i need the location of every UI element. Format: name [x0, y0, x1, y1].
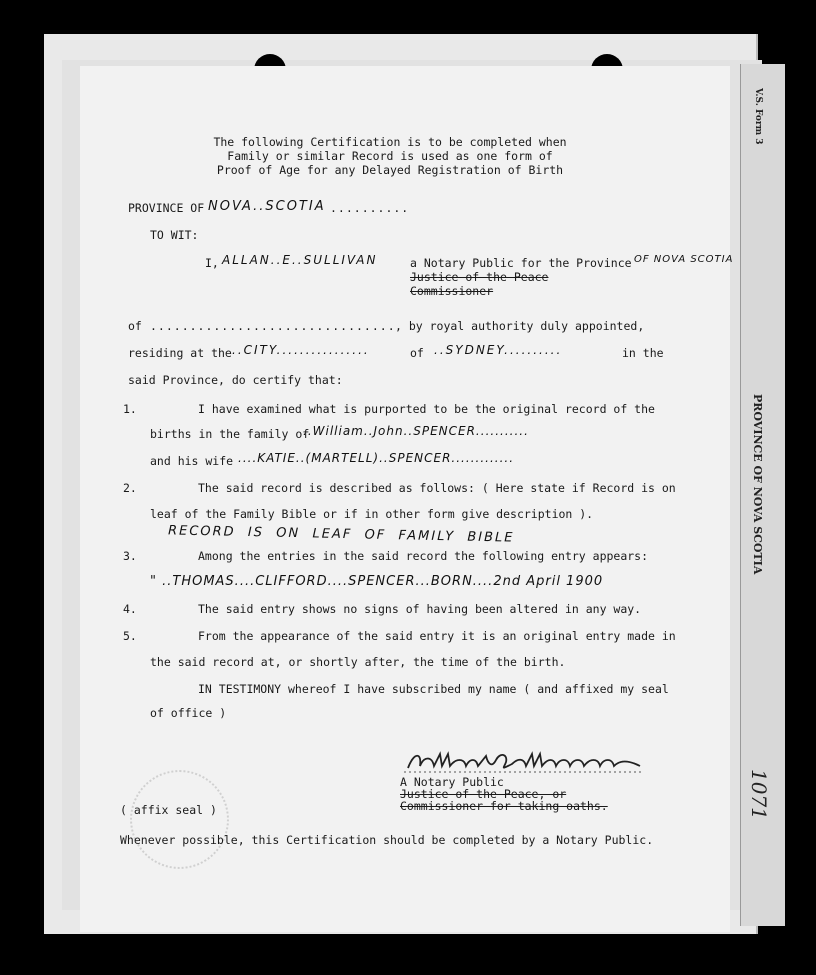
item-5-line-a: From the appearance of the said entry it is an original entry made in [198, 629, 676, 643]
to-wit-label: TO WIT: [150, 228, 199, 242]
item-1-family-label: births in the family of [150, 427, 310, 441]
item-5-number: 5. [123, 629, 137, 643]
item-2-line-a: The said record is described as follows: ( Here state if Record is on [198, 481, 676, 495]
residing-suffix: in the [622, 346, 664, 360]
item-1-family-value: ..William..John..SPENCER........... [303, 424, 529, 438]
residing-label: residing at the [128, 346, 232, 360]
notary-signature [404, 750, 644, 774]
item-3-line-a: Among the entries in the said record the following entry appears: [198, 549, 649, 563]
residing-city: ..SYDNEY.......... [434, 343, 563, 357]
item-1-wife-value: ....KATIE..(MARTELL)..SPENCER............. [238, 451, 515, 465]
item-2-number: 2. [123, 481, 137, 495]
footer-note: Whenever possible, this Certification should be completed by a Notary Public. [120, 833, 654, 847]
residing-of: of [410, 346, 424, 360]
residing-place: ..CITY................ [232, 343, 370, 357]
signature-title-notary: A Notary Public [400, 775, 504, 789]
province-dots: .......... [330, 201, 410, 215]
intro-line-2: Family or similar Record is used as one form of [227, 149, 553, 163]
affix-seal-label: ( affix seal ) [120, 803, 217, 817]
testimony-line-2: of office ) [150, 706, 227, 720]
province-label: PROVINCE OF [128, 201, 205, 215]
item-1-line-a: I have examined what is purported to be the original record of the [198, 402, 655, 416]
of-label: of [128, 319, 142, 333]
item-2-line-b: leaf of the Family Bible or if in other form give description ). [150, 507, 594, 521]
item-1-wife-label: and his wife [150, 454, 234, 468]
signature-title-justice: Justice of the Peace, or [400, 787, 567, 801]
notary-province-hand: OF NOVA SCOTIA [634, 254, 734, 265]
said-province: said Province, do certify that: [128, 373, 343, 387]
province-value: NOVA..SCOTIA [208, 199, 326, 214]
item-5-line-b: the said record at, or shortly after, the time of the birth. [150, 655, 566, 669]
item-3-number: 3. [123, 549, 137, 563]
item-4-line: The said entry shows no signs of having been altered in any way. [198, 602, 642, 616]
document-number: 1071 [747, 769, 771, 820]
struck-justice: Justice of the Peace [410, 270, 549, 284]
item-1-number: 1. [123, 402, 137, 416]
notary-name: ALLAN..E..SULLIVAN [222, 253, 378, 267]
signature-title-commissioner: Commissioner for taking oaths. [400, 799, 608, 813]
item-3-entry: " ..THOMAS....CLIFFORD....SPENCER...BORN....2nd April 1900 [150, 574, 604, 589]
item-4-number: 4. [123, 602, 137, 616]
intro-line-3: Proof of Age for any Delayed Registration of Birth [216, 163, 564, 177]
of-suffix: , by royal authority duly appointed, [395, 319, 645, 333]
province-side-label: PROVINCE OF NOVA SCOTIA [751, 394, 764, 575]
embossed-seal [130, 770, 229, 869]
side-sheet [740, 64, 785, 926]
form-label: V.S. Form 3 [753, 88, 763, 145]
notary-role: a Notary Public for the Province [410, 256, 632, 270]
intro-line-1: The following Certification is to be completed when [213, 135, 567, 149]
of-dots: ............................... [150, 319, 396, 333]
testimony-line-1: IN TESTIMONY whereof I have subscribed my name ( and affixed my seal [198, 682, 669, 696]
item-2-record-description: RECORD IS ON LEAF OF FAMILY BIBLE [167, 523, 515, 546]
notary-prefix: I, [205, 256, 219, 270]
struck-commissioner: Commissioner [410, 284, 494, 298]
